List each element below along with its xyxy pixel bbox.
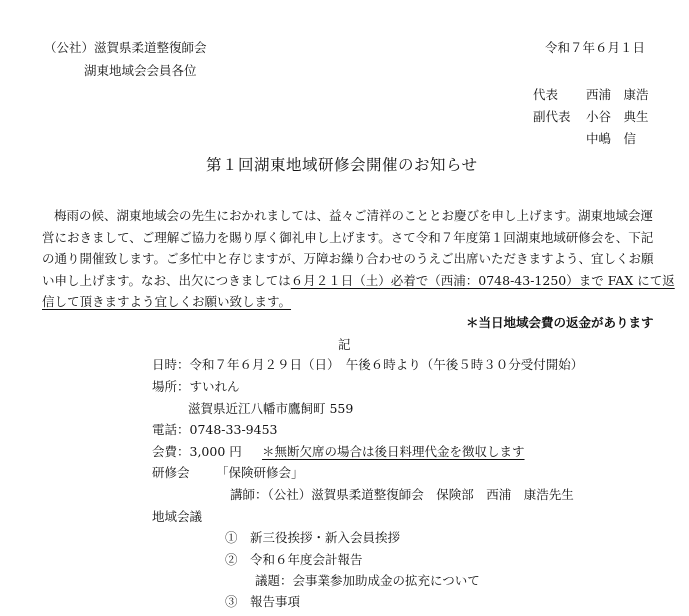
recipient-line: 湖東地域会会員各位 xyxy=(84,63,197,78)
event-fee: 会費：3,000 円 xyxy=(152,444,242,459)
meeting-label: 地域会議 xyxy=(152,509,203,524)
rsvp-instruction: 信して頂きますよう宜しくお願い致します。 xyxy=(42,294,292,309)
meeting-item: ① 新三役挨拶・新入会員挨拶 xyxy=(225,530,401,545)
rsvp-deadline: ６月２１日（土）必着で（西浦：0748-43-1250）まで FAX にて返 xyxy=(290,272,675,288)
meeting-agenda: 議題：会事業参加助成金の拡充について xyxy=(255,573,480,588)
seminar-label: 研修会 xyxy=(152,465,190,480)
representative-label: 代表 xyxy=(533,87,559,102)
seminar-lecturer: 講師：（公社）滋賀県柔道整復師会 保険部 西浦 康浩先生 xyxy=(230,487,574,502)
body-line xyxy=(42,270,675,292)
seminar-title: 「保険研修会」 xyxy=(216,465,304,480)
issue-date: 令和７年６月１日 xyxy=(545,40,646,55)
body-line xyxy=(42,291,648,313)
body-paragraph xyxy=(42,205,675,313)
meeting-item: ② 令和６年度会計報告 xyxy=(225,552,363,567)
vice-representative-name-1: 小谷 典生 xyxy=(586,109,649,124)
body-line: 梅雨の候、湖東地域会の先生におかれましては、益々ご清祥のこととお慶びを申し上げます。湖東地域会運 xyxy=(54,208,654,223)
body-text: い申し上げます。なお、出欠につきましては xyxy=(42,272,291,288)
venue-phone: 電話：0748-33-9453 xyxy=(152,422,278,437)
ki-heading: 記 xyxy=(338,337,351,352)
refund-note: ＊当日地域会費の返金があります xyxy=(466,315,654,330)
body-line: 営におきまして、ご理解ご協力を賜り厚く御礼申し上げます。さて令和７年度第１回湖東地域研修会を、下記 xyxy=(42,229,654,245)
document-title: 第１回湖東地域研修会開催のお知らせ xyxy=(206,156,478,174)
body-line: の通り開催致します。ご多忙中と存じますが、万障お繰り合わせのうえご出席いただきますよう、宜しくお願 xyxy=(42,251,654,266)
representative-name: 西浦 康浩 xyxy=(586,87,649,102)
vice-representative-label: 副代表 xyxy=(533,109,571,124)
event-venue: 場所：すいれん xyxy=(152,379,240,394)
meeting-item: ③ 報告事項 xyxy=(225,594,301,609)
event-datetime: 日時：令和７年６月２９日（日） 午後６時より（午後５時３０分受付開始） xyxy=(152,357,584,372)
vice-representative-name-2: 中嶋 信 xyxy=(586,131,637,146)
sender-organization: （公社）滋賀県柔道整復師会 xyxy=(44,40,207,55)
fee-note xyxy=(262,443,525,461)
fee-note-text: ＊無断欠席の場合は後日料理代金を徴収します xyxy=(262,444,525,459)
venue-address: 滋賀県近江八幡市鷹飼町 559 xyxy=(188,401,354,416)
